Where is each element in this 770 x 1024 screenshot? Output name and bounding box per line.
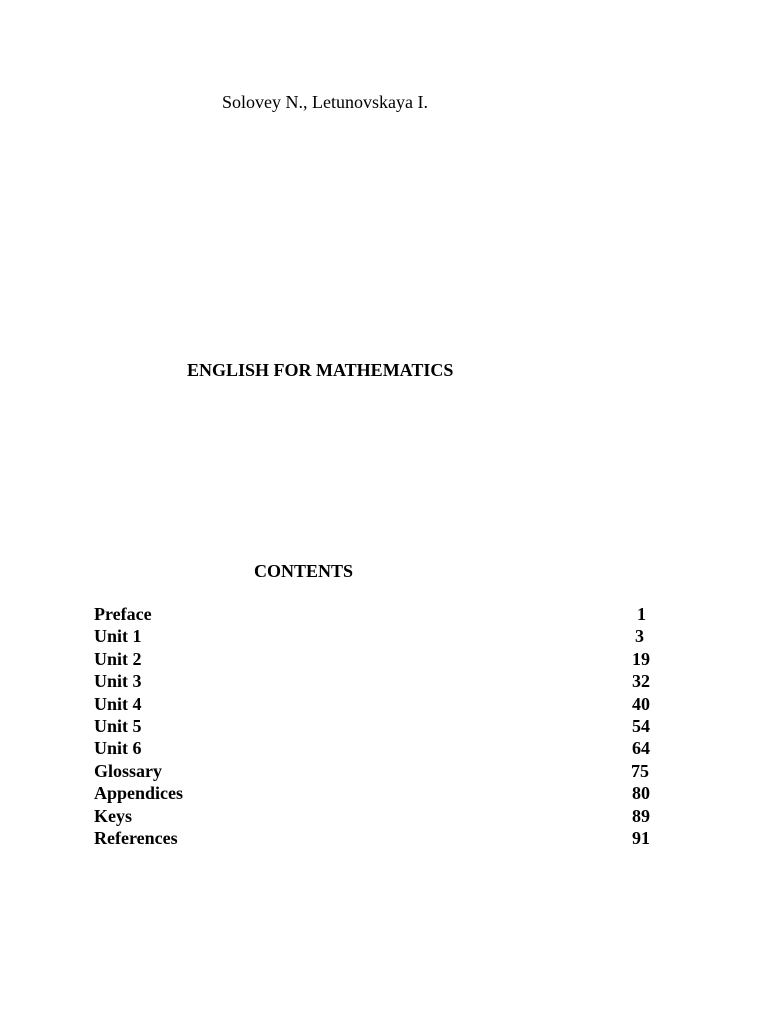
toc-entry-label: Glossary xyxy=(94,760,163,781)
toc-entry-keys xyxy=(94,805,650,827)
toc-entry-label: Unit 4 xyxy=(94,693,142,714)
toc-entry-preface xyxy=(94,603,650,625)
toc-entry-page: 91 xyxy=(632,827,650,848)
toc-entry-references xyxy=(94,827,650,849)
toc-entry-unit-2 xyxy=(94,648,650,670)
toc-entry-label: References xyxy=(94,827,178,848)
toc-entry-unit-6 xyxy=(94,737,650,759)
toc-entry-appendices xyxy=(94,782,650,804)
toc-entry-label: Unit 5 xyxy=(94,715,142,736)
table-of-contents xyxy=(94,603,650,849)
toc-entry-page: 89 xyxy=(632,805,650,826)
contents-heading: CONTENTS xyxy=(254,561,354,581)
toc-entry-label: Appendices xyxy=(94,783,184,804)
toc-entry-label: Unit 1 xyxy=(94,626,142,647)
toc-entry-label: Unit 2 xyxy=(94,648,142,669)
toc-entry-page: 75 xyxy=(631,760,649,781)
toc-entry-label: Keys xyxy=(94,805,132,826)
toc-entry-label: Unit 6 xyxy=(94,738,142,759)
toc-entry-page: 1 xyxy=(637,604,646,624)
toc-entry-label: Unit 3 xyxy=(94,671,142,692)
toc-entry-page: 54 xyxy=(632,715,650,736)
toc-entry-unit-4 xyxy=(94,693,650,715)
toc-entry-page: 3 xyxy=(635,626,644,647)
toc-entry-page: 40 xyxy=(632,693,650,714)
toc-entry-page: 32 xyxy=(632,671,650,692)
book-title: ENGLISH FOR MATHEMATICS xyxy=(187,360,454,380)
toc-entry-label: Preface xyxy=(94,604,152,624)
toc-entry-unit-5 xyxy=(94,715,650,737)
toc-entry-glossary xyxy=(94,760,650,782)
toc-entry-page: 19 xyxy=(632,648,650,669)
toc-entry-unit-3 xyxy=(94,670,650,692)
toc-entry-page: 64 xyxy=(632,738,650,759)
authors-line: Solovey N., Letunovskaya I. xyxy=(222,92,428,112)
toc-entry-page: 80 xyxy=(632,783,650,804)
toc-entry-unit-1 xyxy=(94,625,650,647)
